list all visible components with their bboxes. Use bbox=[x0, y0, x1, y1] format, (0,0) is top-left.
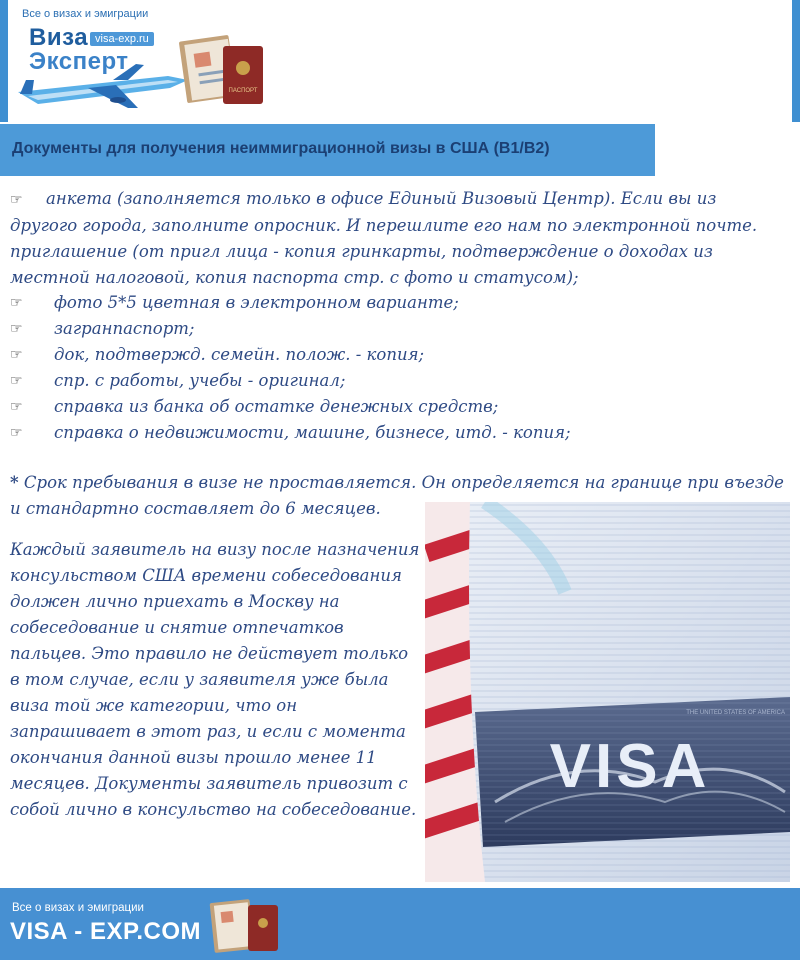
note-asterisk: * bbox=[10, 473, 19, 492]
footer-tagline: Все о визах и эмиграции bbox=[12, 902, 144, 914]
documents-list bbox=[10, 290, 610, 446]
list-item-text: справка из банка об остатке денежных средств; bbox=[54, 397, 499, 416]
us-visa-photo bbox=[425, 502, 790, 882]
pointing-hand-icon: ☞ bbox=[10, 321, 23, 337]
header-tagline: Все о визах и эмиграции bbox=[22, 8, 149, 20]
interview-paragraph: Каждый заявитель на визу после назначения консульством США времени собеседования должен лично приехать в Москву на собеседование и снятие отпечатков пальцев. Это правило не действует только в том случае, если у заявителя уже была виза той же категории, что он запрашивает в этот раз, и если с момента окончания данной визы прошло менее 11 месяцев. Документы заявитель привозит с собой лично в консульство на собеседование. bbox=[10, 540, 420, 819]
list-item-text: спр. с работы, учебы - оригинал; bbox=[54, 371, 346, 390]
list-item-text: док, подтвержд. семейн. полож. - копия; bbox=[54, 345, 425, 364]
visa-microprint: THE UNITED STATES OF AMERICA bbox=[686, 710, 785, 716]
pointing-hand-icon: ☞ bbox=[10, 295, 23, 311]
list-item bbox=[10, 420, 610, 446]
footer-brand[interactable]: VISA - EXP.COM bbox=[10, 918, 202, 945]
list-item bbox=[10, 394, 610, 420]
logo-url-badge[interactable]: visa-exp.ru bbox=[90, 32, 154, 46]
intro-text: анкета (заполняется только в офисе Единый Визовый Центр). Если вы из другого города, заполните опросник. И перешлите его нам по электронной почте. приглашение (от пригл лица - копия гринкарты, подтверждение о доходах из местной налоговой, копия паспорта стр. с фото и статусом); bbox=[10, 189, 758, 287]
list-item bbox=[10, 290, 610, 316]
pointing-hand-icon: ☞ bbox=[10, 425, 23, 441]
list-item bbox=[10, 342, 610, 368]
intro-paragraph bbox=[10, 186, 785, 291]
list-item bbox=[10, 316, 610, 342]
logo-text-expert[interactable]: Эксперт bbox=[29, 48, 129, 75]
pointing-hand-icon: ☞ bbox=[10, 373, 23, 389]
visa-label: VISA bbox=[549, 732, 711, 801]
svg-text:ПАСПОРТ: ПАСПОРТ bbox=[228, 88, 258, 94]
logo-text-viza[interactable]: Виза bbox=[29, 24, 89, 51]
list-item-text: загранпаспорт; bbox=[54, 319, 195, 338]
pointing-hand-icon: ☞ bbox=[10, 399, 23, 415]
list-item-text: фото 5*5 цветная в электронном варианте; bbox=[54, 293, 459, 312]
red-passport-icon bbox=[223, 46, 263, 104]
passport-book-icon bbox=[208, 895, 283, 955]
page-title: Документы для получения неиммиграционной визы в США (В1/В2) bbox=[12, 140, 550, 157]
pointing-hand-icon: ☞ bbox=[10, 347, 23, 363]
note-text: Срок пребывания в визе не проставляется. Он определяется на границе при въезде и стандартно составляет до 6 месяцев. bbox=[10, 473, 784, 518]
list-item-text: справка о недвижимости, машине, бизнесе, итд. - копия; bbox=[54, 423, 571, 442]
list-item bbox=[10, 368, 610, 394]
pointing-hand-icon: ☞ bbox=[10, 192, 23, 208]
